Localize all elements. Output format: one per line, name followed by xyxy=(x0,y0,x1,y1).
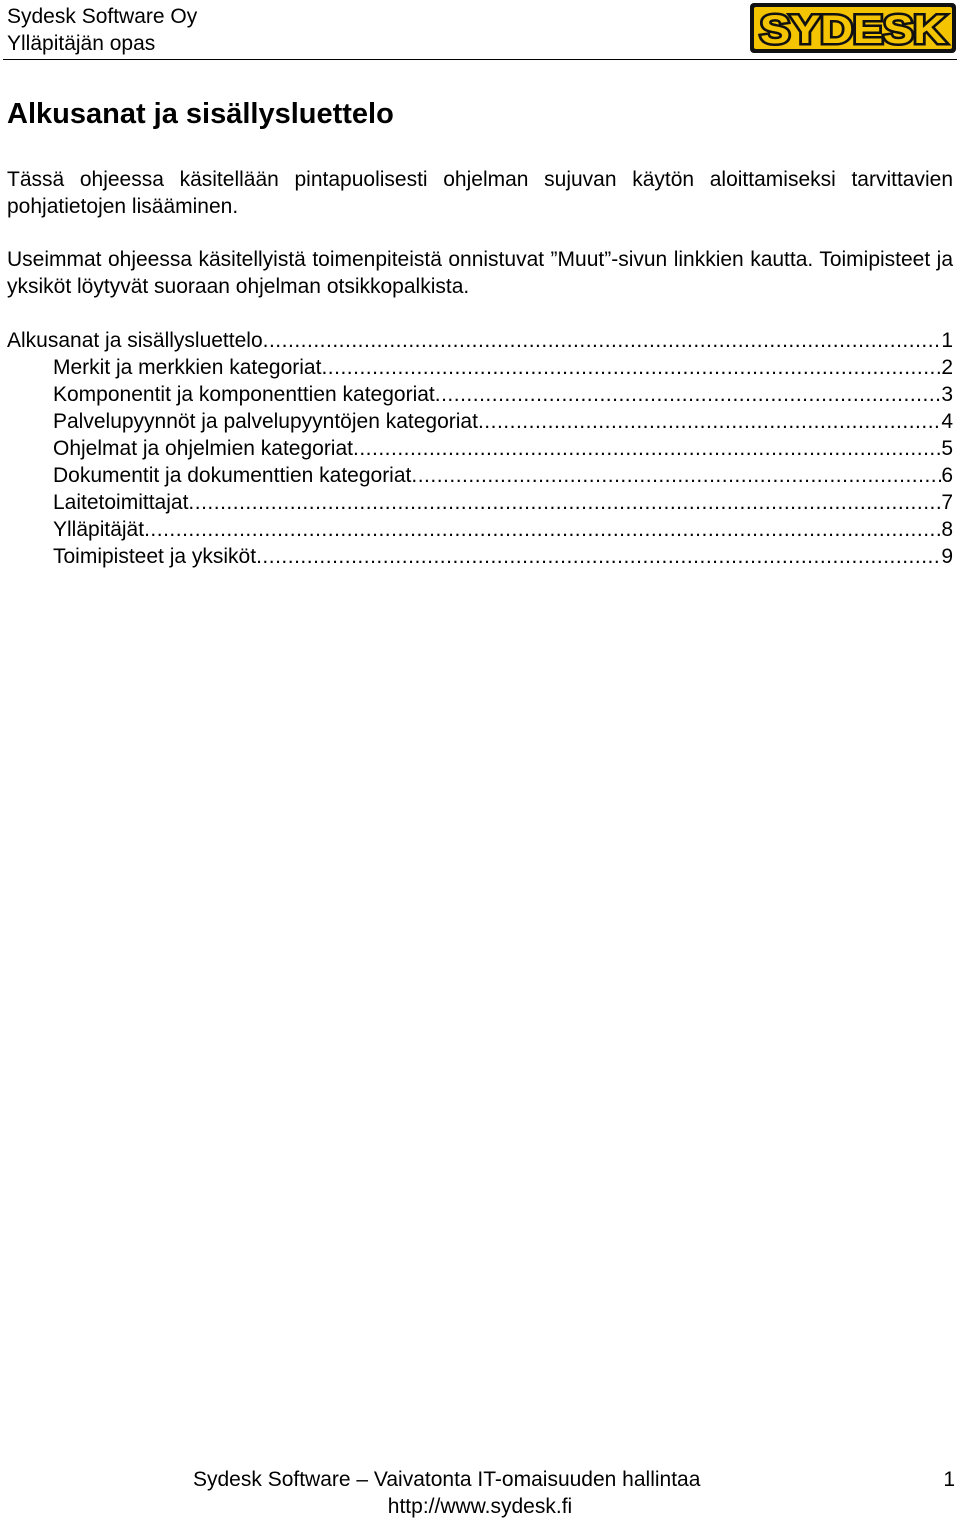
toc-entry-title: Merkit ja merkkien kategoriat xyxy=(53,356,322,379)
toc-entry[interactable] xyxy=(7,381,953,408)
toc-entry-page: 8 xyxy=(941,518,953,541)
footer-url-link[interactable]: http://www.sydesk.fi xyxy=(387,1495,573,1518)
toc-leader-dots xyxy=(256,543,941,570)
toc-entry[interactable] xyxy=(7,489,953,516)
page-title: Alkusanat ja sisällysluettelo xyxy=(7,98,394,130)
toc-entry-page: 1 xyxy=(941,329,953,352)
toc-entry-page: 4 xyxy=(941,410,953,433)
toc-entry-title: Komponentit ja komponenttien kategoriat xyxy=(53,383,435,406)
toc-entry[interactable] xyxy=(7,543,953,570)
toc-entry-title: Toimipisteet ja yksiköt xyxy=(53,545,257,568)
toc-entry-page: 3 xyxy=(941,383,953,406)
toc-entry-page: 6 xyxy=(941,464,953,487)
sydesk-logo xyxy=(749,2,957,54)
intro-paragraph: Tässä ohjeessa käsitellään pintapuolisesti ohjelman sujuvan käytön aloittamiseksi tarvittavien pohjatietojen lisääminen. xyxy=(7,168,953,218)
toc-leader-dots xyxy=(321,354,941,381)
toc-leader-dots xyxy=(188,489,941,516)
navigation-paragraph: Useimmat ohjeessa käsitellyistä toimenpiteistä onnistuvat ”Muut”-sivun linkkien kautta. Toimipisteet ja yksiköt löytyvät suoraan ohjelman otsikkopalkista. xyxy=(7,248,953,298)
toc-entry[interactable] xyxy=(7,462,953,489)
toc-leader-dots xyxy=(435,381,942,408)
toc-entry[interactable] xyxy=(7,354,953,381)
toc-entry-title: Laitetoimittajat xyxy=(53,491,189,514)
footer-text: Sydesk Software – Vaivatonta IT-omaisuuden hallintaa xyxy=(193,1468,701,1491)
footer-page-number: 1 xyxy=(943,1468,955,1491)
toc-entry-title: Palvelupyynnöt ja palvelupyyntöjen kategoriat xyxy=(53,410,478,433)
toc-entry-title: Alkusanat ja sisällysluettelo xyxy=(7,329,263,352)
toc-entry-page: 7 xyxy=(941,491,953,514)
header-company-name: Sydesk Software Oy xyxy=(7,5,198,28)
toc-entry-page: 2 xyxy=(941,356,953,379)
header-divider xyxy=(3,59,957,60)
toc-entry-page: 5 xyxy=(941,437,953,460)
toc-entry[interactable] xyxy=(7,516,953,543)
toc-entry-title: Ylläpitäjät xyxy=(53,518,145,541)
toc-entry[interactable] xyxy=(7,435,953,462)
toc-entry[interactable] xyxy=(7,327,953,354)
toc-entry-page: 9 xyxy=(941,545,953,568)
logo-wordmark: SYDESK xyxy=(760,8,947,52)
toc-leader-dots xyxy=(353,435,941,462)
toc-entry-title: Ohjelmat ja ohjelmien kategoriat xyxy=(53,437,353,460)
toc-entry[interactable] xyxy=(7,408,953,435)
header-document-name: Ylläpitäjän opas xyxy=(7,32,156,55)
toc-leader-dots xyxy=(411,462,941,489)
table-of-contents xyxy=(7,327,953,570)
toc-leader-dots xyxy=(144,516,941,543)
toc-entry-title: Dokumentit ja dokumenttien kategoriat xyxy=(53,464,412,487)
toc-leader-dots xyxy=(263,327,942,354)
toc-leader-dots xyxy=(478,408,941,435)
